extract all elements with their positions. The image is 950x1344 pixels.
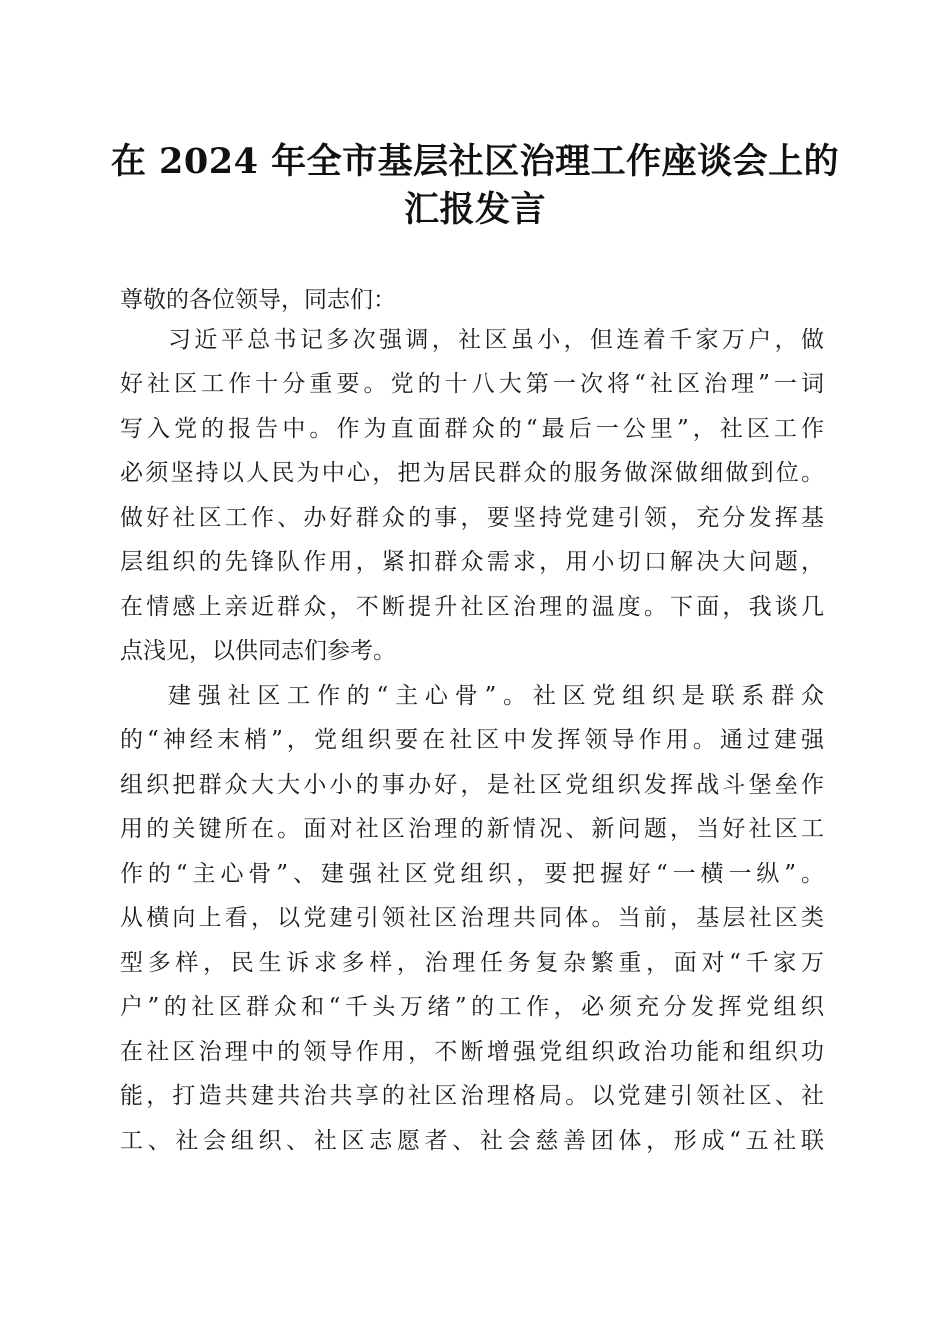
document-title-line-1: 在 2024 年全市基层社区治理工作座谈会上的 [110, 141, 840, 182]
body-line: 的“神经末梢”，党组织要在社区中发挥领导作用。通过建强 [120, 727, 824, 753]
body-line: 用的关键所在。面对社区治理的新情况、新问题，当好社区工 [120, 816, 824, 842]
body-line: 户”的社区群众和“千头万绪”的工作，必须充分发挥党组织 [120, 994, 824, 1020]
body-line: 层组织的先锋队作用，紧扣群众需求，用小切口解决大问题， [120, 549, 824, 575]
body-line: 工、社会组织、社区志愿者、社会慈善团体，形成“五社联 [120, 1128, 824, 1154]
document-title-line-2: 汇报发言 [403, 189, 546, 230]
body-line: 做好社区工作、办好群众的事，要坚持党建引领，充分发挥基 [120, 505, 824, 531]
body-line: 能，打造共建共治共享的社区治理格局。以党建引领社区、社 [120, 1083, 824, 1109]
body-line: 好社区工作十分重要。党的十八大第一次将“社区治理”一词 [120, 371, 824, 397]
body-line: 在情感上亲近群众，不断提升社区治理的温度。下面，我谈几 [120, 594, 824, 620]
body-line: 组织把群众大大小小的事办好，是社区党组织发挥战斗堡垒作 [120, 772, 824, 798]
body-line: 作的“主心骨”、建强社区党组织，要把握好“一横一纵”。 [120, 861, 824, 887]
body-line: 写入党的报告中。作为直面群众的“最后一公里”，社区工作 [120, 416, 824, 442]
body-line: 习近平总书记多次强调，社区虽小，但连着千家万户，做 [168, 327, 824, 353]
body-line: 必须坚持以人民为中心，把为居民群众的服务做深做细做到位。 [120, 460, 824, 486]
section-heading-line: 建强社区工作的“主心骨”。社区党组织是联系群众 [168, 683, 824, 709]
body-line: 点浅见，以供同志们参考。 [120, 638, 396, 664]
body-line: 从横向上看，以党建引领社区治理共同体。当前，基层社区类 [120, 905, 824, 931]
body-line: 在社区治理中的领导作用，不断增强党组织政治功能和组织功 [120, 1039, 824, 1065]
salutation: 尊敬的各位领导，同志们： [120, 287, 396, 313]
body-line: 型多样，民生诉求多样，治理任务复杂繁重，面对“千家万 [120, 950, 824, 976]
